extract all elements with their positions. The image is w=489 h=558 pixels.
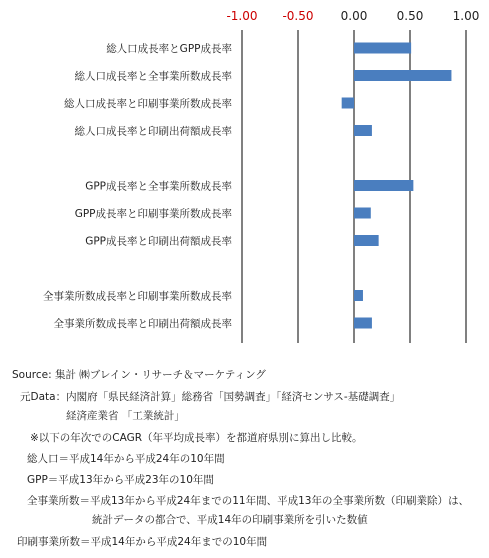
- data-source-line1: 元Data：内閣府「県民経済計算」総務省「国勢調査」「経済センサス-基礎調査」: [20, 391, 401, 403]
- category-label: 総人口成長率とGPP成長率: [106, 43, 232, 55]
- x-tick-label: -1.00: [226, 9, 258, 23]
- x-tick-label: -0.50: [282, 9, 314, 23]
- x-tick-label: 0.00: [340, 9, 368, 23]
- category-label: 全事業所数成長率と印刷出荷額成長率: [53, 318, 232, 330]
- establishments-period-note: 全事業所数＝平成13年から平成24年までの11年間、平成13年の全事業所数（印刷業除）は、: [27, 495, 469, 507]
- source-note: Source: 集計 ㈱ブレイン・リサーチ＆マーケティング: [12, 369, 266, 381]
- gpp-period-note: GPP＝平成13年から平成23年の10年間: [27, 474, 214, 486]
- category-label: GPP成長率と全事業所数成長率: [85, 180, 232, 193]
- category-labels: [43, 42, 232, 330]
- data-source-line2: 経済産業省 「工業統計」: [66, 410, 185, 422]
- bar: [354, 235, 379, 246]
- category-label: GPP成長率と印刷事業所数成長率: [74, 208, 232, 220]
- bar: [342, 98, 354, 109]
- category-label: 総人口成長率と印刷出荷額成長率: [74, 125, 232, 138]
- bar: [354, 70, 451, 81]
- bar: [354, 318, 372, 329]
- x-tick-label: 0.50: [396, 9, 424, 23]
- bar: [354, 43, 411, 54]
- bars: [342, 43, 452, 329]
- bar: [354, 125, 372, 136]
- category-label: 全事業所数成長率と印刷事業所数成長率: [43, 290, 232, 303]
- establishments-period-note-cont: 統計データの都合で、平成14年の印刷事業所を引いた数値: [92, 514, 368, 526]
- category-label: 総人口成長率と全事業所数成長率: [74, 70, 232, 83]
- printing-period-note: 印刷事業所数＝平成14年から平成24年までの10年間: [17, 536, 268, 548]
- bar: [354, 180, 413, 191]
- cagr-note: ※以下の年次でのCAGR（年平均成長率）を都道府県別に算出し比較。: [30, 432, 363, 444]
- bar: [354, 290, 363, 301]
- bar: [354, 208, 371, 219]
- x-tick-label: 1.00: [452, 9, 480, 23]
- x-tick-labels: [226, 9, 479, 23]
- category-label: GPP成長率と印刷出荷額成長率: [85, 235, 232, 248]
- population-period-note: 総人口＝平成14年から平成24年の10年間: [27, 453, 225, 465]
- category-label: 総人口成長率と印刷事業所数成長率: [64, 98, 232, 110]
